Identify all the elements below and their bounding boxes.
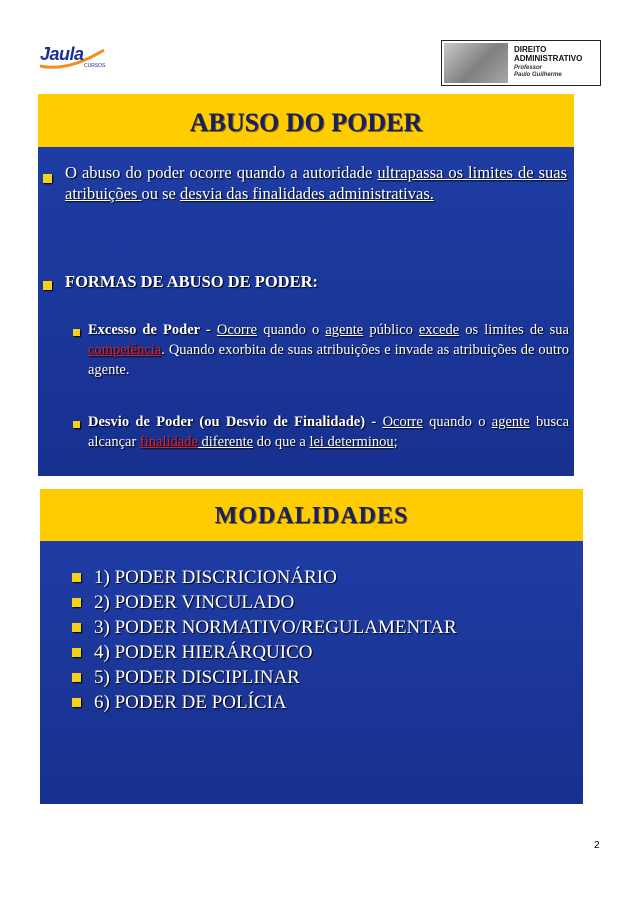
slide-abuso-do-poder xyxy=(38,94,574,476)
bullet-icon xyxy=(72,648,81,657)
bullet-icon xyxy=(72,673,81,682)
logo-wordmark: Jaula xyxy=(40,44,84,64)
professor-photo xyxy=(444,43,508,83)
bullet-icon xyxy=(72,573,81,582)
bullet-icon xyxy=(43,174,52,183)
banner-author: Professor Paulo Guilherme xyxy=(514,65,562,78)
page-number: 2 xyxy=(594,840,600,851)
desvio-de-poder: Desvio de Poder (ou Desvio de Finalidade) - Ocorre quando o agente busca alcançar finalidade diferente do que a lei determinou; xyxy=(88,414,569,450)
slide-title: MODALIDADES xyxy=(214,503,409,529)
list-item: 1) PODER DISCRICIONÁRIO xyxy=(70,567,474,588)
bullet-icon xyxy=(73,329,80,336)
bullet-icon xyxy=(73,421,80,428)
jaula-logo xyxy=(38,42,106,72)
bullet-icon xyxy=(43,281,52,290)
list-item: 6) PODER DE POLÍCIA xyxy=(70,692,474,713)
slide-header xyxy=(38,94,574,147)
bullet-icon xyxy=(72,698,81,707)
bullet-icon xyxy=(72,623,81,632)
forms-heading: FORMAS DE ABUSO DE PODER: xyxy=(65,272,319,291)
excesso-de-poder: Excesso de Poder - Ocorre quando o agente público excede os limites de sua competência. Quando exorbita de suas atribuições e invade as atribuições de outro agente. xyxy=(88,322,569,378)
slide-modalidades xyxy=(40,489,583,804)
list-item: 4) PODER HIERÁRQUICO xyxy=(70,642,474,663)
bullet-icon xyxy=(72,598,81,607)
slide-header xyxy=(40,489,583,541)
list-item: 5) PODER DISCIPLINAR xyxy=(70,667,474,688)
banner-title: DIREITO ADMINISTRATIVO xyxy=(514,45,583,63)
list-item: 2) PODER VINCULADO xyxy=(70,592,474,613)
logo-subtext: CURSOS xyxy=(84,63,106,69)
slide-title: ABUSO DO PODER xyxy=(189,108,423,137)
abuse-definition: O abuso do poder ocorre quando a autoridade ultrapassa os limites de suas atribuições ou se desvia das finalidades administrativas. xyxy=(65,163,567,203)
course-banner xyxy=(441,40,601,86)
modalidades-list xyxy=(70,567,474,717)
list-item: 3) PODER NORMATIVO/REGULAMENTAR xyxy=(70,617,474,638)
